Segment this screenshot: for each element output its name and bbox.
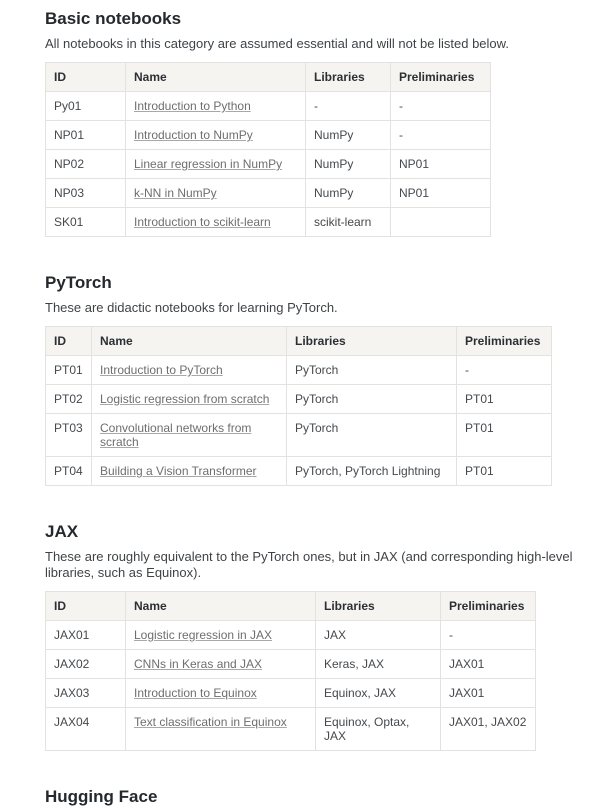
cell-id: PT01: [46, 356, 92, 385]
cell-libraries: NumPy: [306, 121, 391, 150]
cell-id: JAX02: [46, 650, 126, 679]
cell-name: [126, 150, 306, 179]
cell-id: PT03: [46, 414, 92, 457]
table-row: [46, 208, 491, 237]
table-row: [46, 179, 491, 208]
notebook-link[interactable]: CNNs in Keras and JAX: [134, 657, 263, 671]
column-header: Preliminaries: [457, 327, 552, 356]
section: [45, 273, 580, 486]
cell-name: [126, 179, 306, 208]
cell-preliminaries: PT01: [457, 457, 552, 486]
notebooks-table: [45, 591, 536, 751]
section: [45, 9, 580, 237]
cell-preliminaries: JAX01: [441, 679, 536, 708]
table-header-row: [46, 592, 536, 621]
notebook-link[interactable]: k-NN in NumPy: [134, 186, 217, 200]
notebook-link[interactable]: Linear regression in NumPy: [134, 157, 283, 171]
notebook-link[interactable]: Convolutional networks from scratch: [100, 421, 252, 449]
column-header: Name: [92, 327, 287, 356]
cell-libraries: Equinox, Optax, JAX: [316, 708, 441, 751]
notebook-link[interactable]: Introduction to NumPy: [134, 128, 253, 142]
cell-libraries: JAX: [316, 621, 441, 650]
table-row: [46, 708, 536, 751]
notebook-link[interactable]: Introduction to scikit-learn: [134, 215, 271, 229]
cell-name: [126, 208, 306, 237]
cell-libraries: Keras, JAX: [316, 650, 441, 679]
notebook-link[interactable]: Introduction to Equinox: [134, 686, 257, 700]
cell-id: PT02: [46, 385, 92, 414]
cell-preliminaries: -: [441, 621, 536, 650]
table-header-row: [46, 327, 552, 356]
table-row: [46, 621, 536, 650]
cell-libraries: PyTorch: [287, 356, 457, 385]
cell-id: NP01: [46, 121, 126, 150]
cell-id: JAX01: [46, 621, 126, 650]
section-description: These are roughly equivalent to the PyTorch ones, but in JAX (and corresponding high-level libraries, such as Equinox).: [45, 549, 573, 580]
column-header: Name: [126, 63, 306, 92]
column-header: ID: [46, 592, 126, 621]
table-row: [46, 650, 536, 679]
column-header: Libraries: [287, 327, 457, 356]
cell-preliminaries: NP01: [391, 150, 491, 179]
column-header: Libraries: [306, 63, 391, 92]
table-row: [46, 679, 536, 708]
table-row: [46, 356, 552, 385]
cell-libraries: NumPy: [306, 150, 391, 179]
cell-preliminaries: PT01: [457, 414, 552, 457]
cell-libraries: PyTorch, PyTorch Lightning: [287, 457, 457, 486]
table-header-row: [46, 63, 491, 92]
cell-preliminaries: -: [391, 92, 491, 121]
section-heading: Hugging Face: [45, 787, 158, 806]
cell-libraries: PyTorch: [287, 385, 457, 414]
cell-preliminaries: JAX01: [441, 650, 536, 679]
section-heading: PyTorch: [45, 273, 112, 292]
notebooks-table: [45, 62, 491, 237]
section-description: All notebooks in this category are assumed essential and will not be listed below.: [45, 36, 509, 51]
cell-libraries: NumPy: [306, 179, 391, 208]
column-header: Preliminaries: [391, 63, 491, 92]
cell-id: Py01: [46, 92, 126, 121]
notebook-link[interactable]: Building a Vision Transformer: [100, 464, 257, 478]
notebook-link[interactable]: Logistic regression in JAX: [134, 628, 273, 642]
cell-libraries: scikit-learn: [306, 208, 391, 237]
cell-name: [92, 385, 287, 414]
cell-name: [126, 650, 316, 679]
cell-id: JAX03: [46, 679, 126, 708]
column-header: Name: [126, 592, 316, 621]
cell-id: NP02: [46, 150, 126, 179]
cell-name: [126, 621, 316, 650]
notebooks-table: [45, 326, 552, 486]
cell-name: [126, 679, 316, 708]
table-row: [46, 121, 491, 150]
column-header: Libraries: [316, 592, 441, 621]
table-row: [46, 457, 552, 486]
section: [45, 787, 580, 807]
cell-name: [92, 356, 287, 385]
notebook-link[interactable]: Introduction to Python: [134, 99, 251, 113]
notebook-link[interactable]: Introduction to PyTorch: [100, 363, 223, 377]
cell-preliminaries: NP01: [391, 179, 491, 208]
cell-preliminaries: [391, 208, 491, 237]
cell-id: NP03: [46, 179, 126, 208]
section: [45, 522, 580, 751]
column-header: Preliminaries: [441, 592, 536, 621]
table-row: [46, 385, 552, 414]
table-row: [46, 92, 491, 121]
cell-name: [92, 414, 287, 457]
cell-id: JAX04: [46, 708, 126, 751]
cell-name: [92, 457, 287, 486]
table-row: [46, 150, 491, 179]
cell-name: [126, 92, 306, 121]
cell-preliminaries: JAX01, JAX02: [441, 708, 536, 751]
notebook-link[interactable]: Logistic regression from scratch: [100, 392, 270, 406]
cell-preliminaries: -: [391, 121, 491, 150]
section-description: These are didactic notebooks for learning PyTorch.: [45, 300, 338, 315]
cell-name: [126, 708, 316, 751]
cell-id: SK01: [46, 208, 126, 237]
section-heading: Basic notebooks: [45, 9, 182, 28]
cell-libraries: Equinox, JAX: [316, 679, 441, 708]
cell-id: PT04: [46, 457, 92, 486]
cell-libraries: PyTorch: [287, 414, 457, 457]
table-row: [46, 414, 552, 457]
cell-libraries: -: [306, 92, 391, 121]
column-header: ID: [46, 63, 126, 92]
cell-preliminaries: -: [457, 356, 552, 385]
notebook-link[interactable]: Text classification in Equinox: [134, 715, 287, 729]
cell-preliminaries: PT01: [457, 385, 552, 414]
section-heading: JAX: [45, 522, 79, 541]
column-header: ID: [46, 327, 92, 356]
cell-name: [126, 121, 306, 150]
